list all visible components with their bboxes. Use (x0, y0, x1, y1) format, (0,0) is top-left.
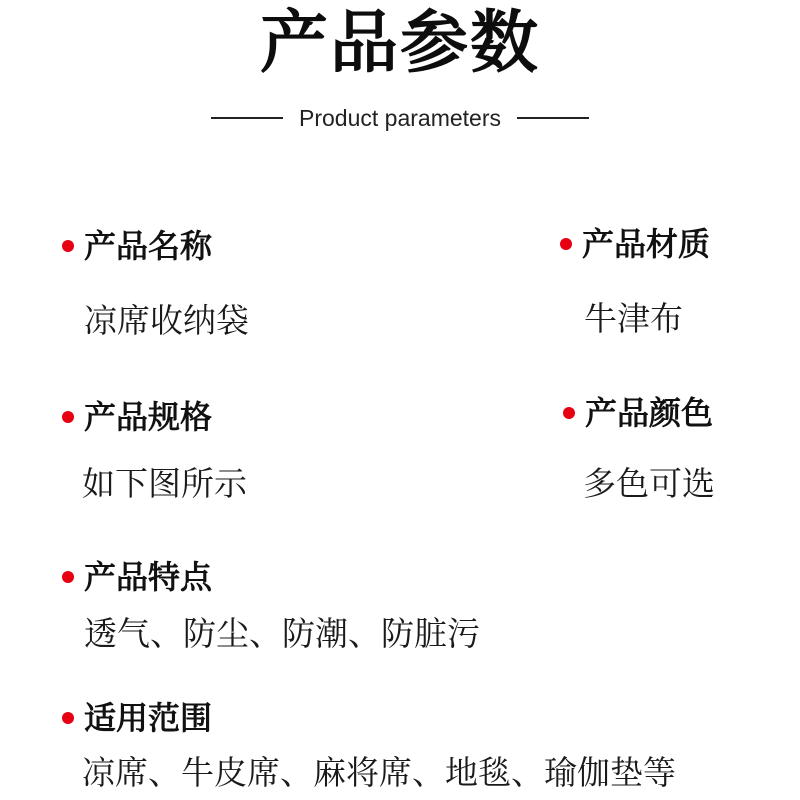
subtitle-left-divider (211, 117, 283, 119)
param-value: 多色可选 (583, 464, 715, 503)
param-head (62, 698, 676, 738)
bullet-dot-icon (62, 240, 74, 252)
param-label: 产品特点 (84, 558, 213, 596)
param-product-features (62, 557, 480, 655)
param-usage-scope (62, 698, 676, 794)
param-label: 产品名称 (84, 227, 213, 265)
param-head (563, 393, 715, 433)
param-product-spec (62, 397, 247, 505)
page-subtitle: Product parameters (299, 105, 501, 131)
param-value: 凉席、牛皮席、麻将席、地毯、瑜伽垫等 (82, 753, 676, 792)
param-value: 如下图所示 (82, 464, 247, 503)
param-product-material (560, 224, 710, 340)
param-head (62, 557, 480, 597)
param-head (560, 224, 710, 264)
param-label: 产品规格 (84, 398, 213, 436)
subtitle-right-divider (517, 117, 589, 119)
param-label: 产品颜色 (585, 394, 714, 432)
bullet-dot-icon (62, 411, 74, 423)
param-product-name (62, 226, 249, 342)
param-label: 适用范围 (84, 699, 213, 737)
param-head (62, 397, 247, 437)
bullet-dot-icon (560, 238, 572, 250)
page-title: 产品参数 (259, 4, 540, 83)
subtitle-row (0, 100, 800, 136)
param-value: 牛津布 (584, 299, 683, 338)
param-label: 产品材质 (582, 225, 711, 263)
param-value: 透气、防尘、防潮、防脏污 (84, 614, 480, 653)
param-product-color (563, 393, 715, 505)
param-value: 凉席收纳袋 (84, 301, 249, 340)
bullet-dot-icon (62, 712, 74, 724)
bullet-dot-icon (563, 407, 575, 419)
bullet-dot-icon (62, 571, 74, 583)
param-head (62, 226, 249, 266)
